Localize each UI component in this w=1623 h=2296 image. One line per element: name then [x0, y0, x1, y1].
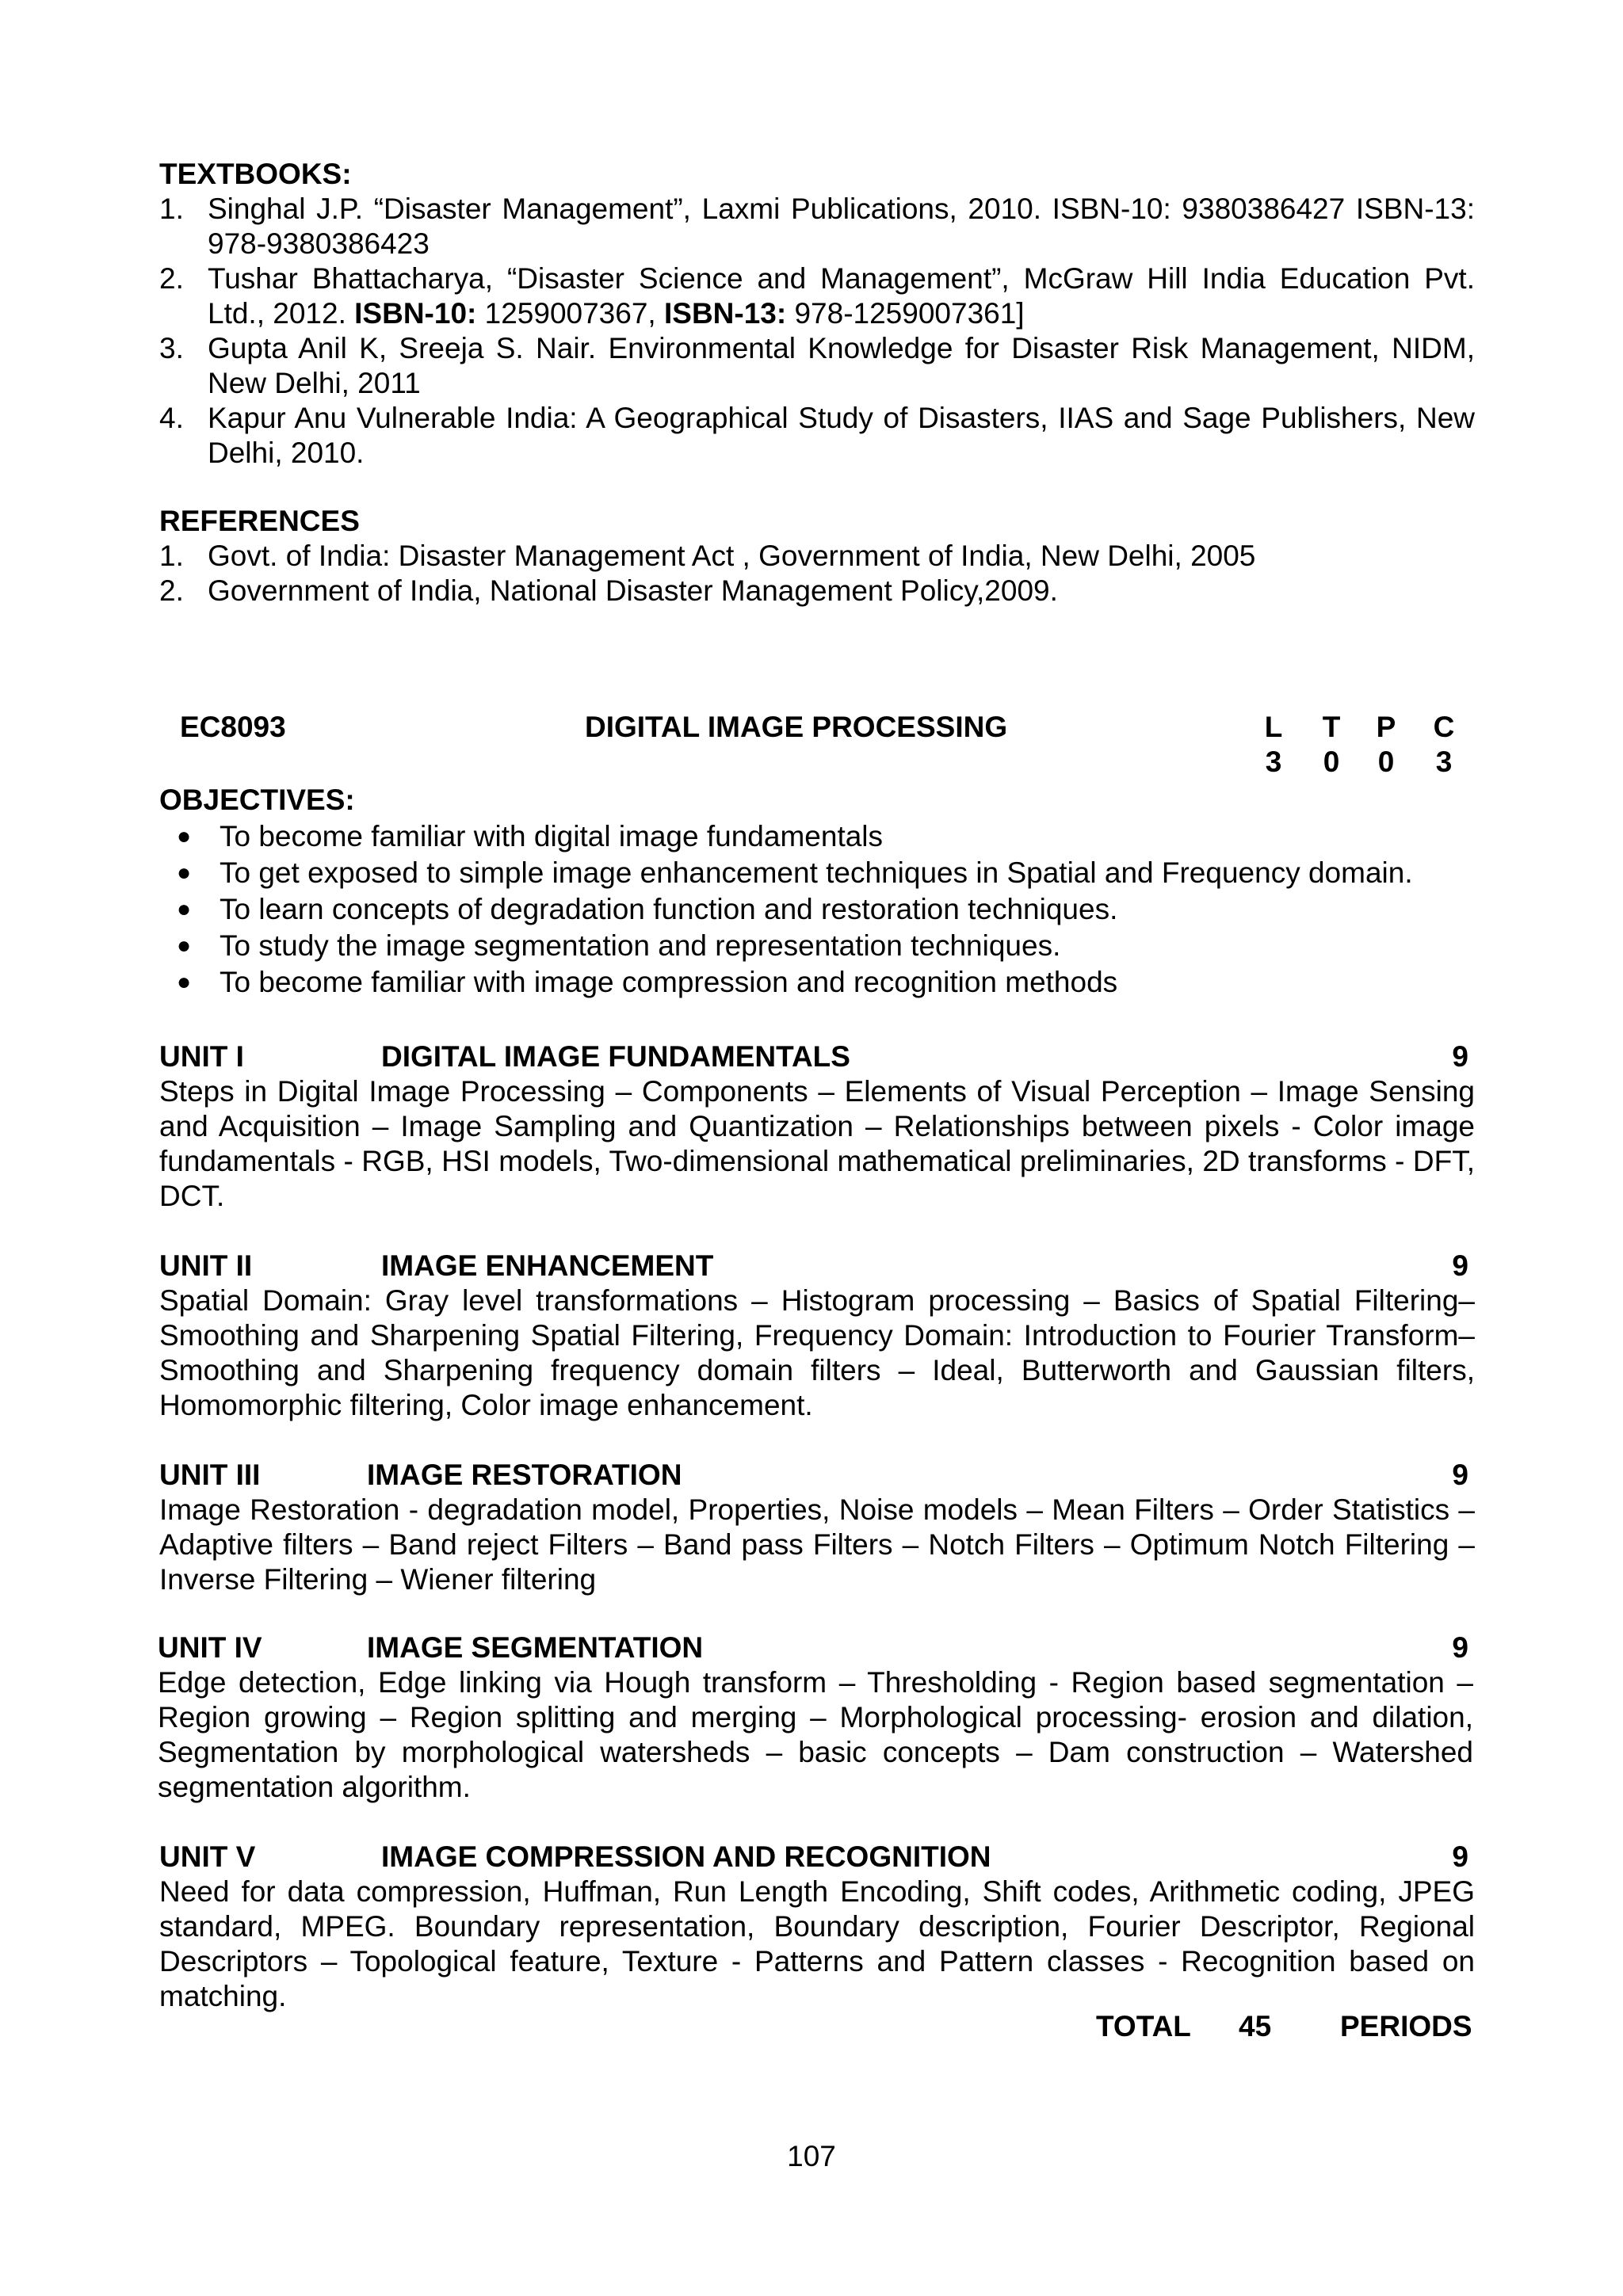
ltpc-column-p [1370, 710, 1402, 780]
list-number: 2. [159, 574, 184, 607]
total-periods-row [0, 2009, 1623, 2044]
unit-title: IMAGE RESTORATION [367, 1459, 682, 1491]
unit-label: UNIT V [159, 1840, 256, 1873]
ltpc-column-c [1428, 710, 1460, 780]
unit-section [159, 1458, 1475, 1597]
objective-text: To become familiar with digital image fundamentals [220, 820, 884, 852]
list-number: 1. [159, 540, 184, 572]
references-heading: REFERENCES [159, 505, 360, 537]
page-number: 107 [787, 2140, 836, 2172]
unit-title: IMAGE COMPRESSION AND RECOGNITION [381, 1840, 991, 1873]
isbn13-label: ISBN-13: [663, 297, 787, 330]
unit-label: UNIT I [159, 1040, 244, 1073]
unit-body: Image Restoration - degradation model, Properties, Noise models – Mean Filters – Order Statistics – Adaptive filters – Band reject Filters – Band pass Filters – Notch Filters – Optimum Notch Filtering – Inverse Filtering – Wiener filtering [159, 1493, 1475, 1596]
total-value: 45 [1239, 2010, 1272, 2042]
unit-body: Need for data compression, Huffman, Run Length Encoding, Shift codes, Arithmetic coding, JPEG standard, MPEG. Boundary representation, Boundary description, Fourier Descriptor, Regional Descriptors – Topological feature, Texture - Patterns and Pattern classes - Recognition based on matching. [159, 1875, 1475, 2012]
unit-label: UNIT III [159, 1459, 261, 1491]
textbooks-heading: TEXTBOOKS: [159, 158, 352, 190]
ltpc-column-t [1316, 710, 1347, 780]
unit-hours: 9 [1452, 1840, 1468, 1873]
textbook-item [159, 401, 1475, 471]
unit-label: UNIT IV [158, 1631, 262, 1664]
ltpc-value: 3 [1265, 746, 1282, 778]
bullet-icon: ● [177, 969, 192, 995]
unit-section [158, 1630, 1473, 1805]
objective-text: To learn concepts of degradation function and restoration techniques. [220, 893, 1118, 925]
reference-item [159, 539, 1475, 574]
textbooks-list [159, 192, 1475, 471]
course-title: DIGITAL IMAGE PROCESSING [585, 711, 1008, 743]
unit-heading [159, 1039, 1475, 1074]
course-code: EC8093 [180, 711, 286, 743]
unit-section [159, 1039, 1475, 1214]
unit-heading [159, 1840, 1475, 1875]
textbook-item [159, 261, 1475, 331]
bullet-icon: ● [177, 860, 192, 886]
unit-heading [159, 1458, 1475, 1493]
objective-text: To study the image segmentation and representation techniques. [220, 929, 1061, 962]
objective-item [159, 892, 1507, 929]
textbook-text [208, 262, 1475, 330]
bullet-icon: ● [177, 823, 192, 849]
unit-section [159, 1249, 1475, 1423]
unit-hours: 9 [1452, 1631, 1468, 1664]
ltpc-header: C [1433, 711, 1455, 743]
unit-label: UNIT II [159, 1249, 253, 1282]
isbn13-value: 978-1259007361] [786, 297, 1025, 330]
reference-text: Govt. of India: Disaster Management Act , Government of India, New Delhi, 2005 [208, 540, 1256, 572]
isbn10-value: 1259007367, [476, 297, 664, 330]
ltpc-value: 3 [1435, 746, 1453, 778]
list-number: 1. [159, 193, 184, 225]
unit-body: Edge detection, Edge linking via Hough transform – Thresholding - Region based segmentation – Region growing – Region splitting and merging – Morphological processing- erosion and dilation, Segmentation by morphological watersheds – basic concepts – Dam construction – Watershed segmentation algorithm. [158, 1666, 1473, 1803]
objectives-list [159, 819, 1507, 1001]
reference-text: Government of India, National Disaster Management Policy,2009. [208, 574, 1058, 607]
unit-hours: 9 [1452, 1249, 1468, 1282]
objective-text: To become familiar with image compression and recognition methods [220, 966, 1118, 998]
objectives-heading: OBJECTIVES: [159, 784, 355, 816]
ltpc-header: P [1376, 711, 1396, 743]
total-label: TOTAL [1096, 2010, 1191, 2042]
objective-text: To get exposed to simple image enhancement techniques in Spatial and Frequency domain. [220, 856, 1413, 889]
total-unit: PERIODS [1340, 2010, 1472, 2042]
textbook-text-part: Tushar Bhattacharya, “Disaster Science and Management”, McGraw Hill India Education Pvt. Ltd., 2012. [208, 262, 1475, 330]
unit-hours: 9 [1452, 1459, 1468, 1491]
objective-item [159, 856, 1507, 892]
unit-title: IMAGE ENHANCEMENT [381, 1249, 714, 1282]
unit-section [159, 1840, 1475, 2014]
bullet-icon: ● [177, 896, 192, 922]
objective-item [159, 819, 1507, 856]
textbook-item [159, 192, 1475, 261]
unit-hours: 9 [1452, 1040, 1468, 1073]
textbook-text: Gupta Anil K, Sreeja S. Nair. Environmental Knowledge for Disaster Risk Management, NIDM, New Delhi, 2011 [208, 332, 1475, 399]
unit-body: Spatial Domain: Gray level transformations – Histogram processing – Basics of Spatial Filtering– Smoothing and Sharpening Spatial Filtering, Frequency Domain: Introduction to Fourier Transform– Smoothing and Sharpening frequency domain filters – Ideal, Butterworth and Gaussian filters, Homomorphic filtering, Color image enhancement. [159, 1284, 1475, 1421]
objective-item [159, 929, 1507, 965]
textbook-text: Kapur Anu Vulnerable India: A Geographical Study of Disasters, IIAS and Sage Publishers, New Delhi, 2010. [208, 402, 1475, 469]
ltpc-header: L [1264, 711, 1283, 743]
textbook-item [159, 331, 1475, 401]
ltpc-value: 0 [1323, 746, 1340, 778]
unit-heading [158, 1630, 1473, 1665]
objective-item [159, 965, 1507, 1001]
unit-title: IMAGE SEGMENTATION [367, 1631, 704, 1664]
isbn10-label: ISBN-10: [354, 297, 477, 330]
unit-body: Steps in Digital Image Processing – Components – Elements of Visual Perception – Image Sensing and Acquisition – Image Sampling and Quantization – Relationships between pixels - Color image fundamentals - RGB, HSI models, Two-dimensional mathematical preliminaries, 2D transforms - DFT, DCT. [159, 1075, 1475, 1212]
list-number: 2. [159, 262, 184, 295]
references-list [159, 539, 1475, 608]
reference-item [159, 574, 1475, 608]
textbook-text: Singhal J.P. “Disaster Management”, Laxmi Publications, 2010. ISBN-10: 9380386427 ISBN-13: 978-9380386423 [208, 193, 1475, 260]
ltpc-value: 0 [1377, 746, 1395, 778]
ltpc-header: T [1322, 711, 1341, 743]
ltpc-column-l [1258, 710, 1289, 780]
bullet-icon: ● [177, 933, 192, 959]
list-number: 3. [159, 332, 184, 364]
unit-title: DIGITAL IMAGE FUNDAMENTALS [381, 1040, 850, 1073]
unit-heading [159, 1249, 1475, 1283]
list-number: 4. [159, 402, 184, 434]
course-header [0, 710, 1623, 781]
